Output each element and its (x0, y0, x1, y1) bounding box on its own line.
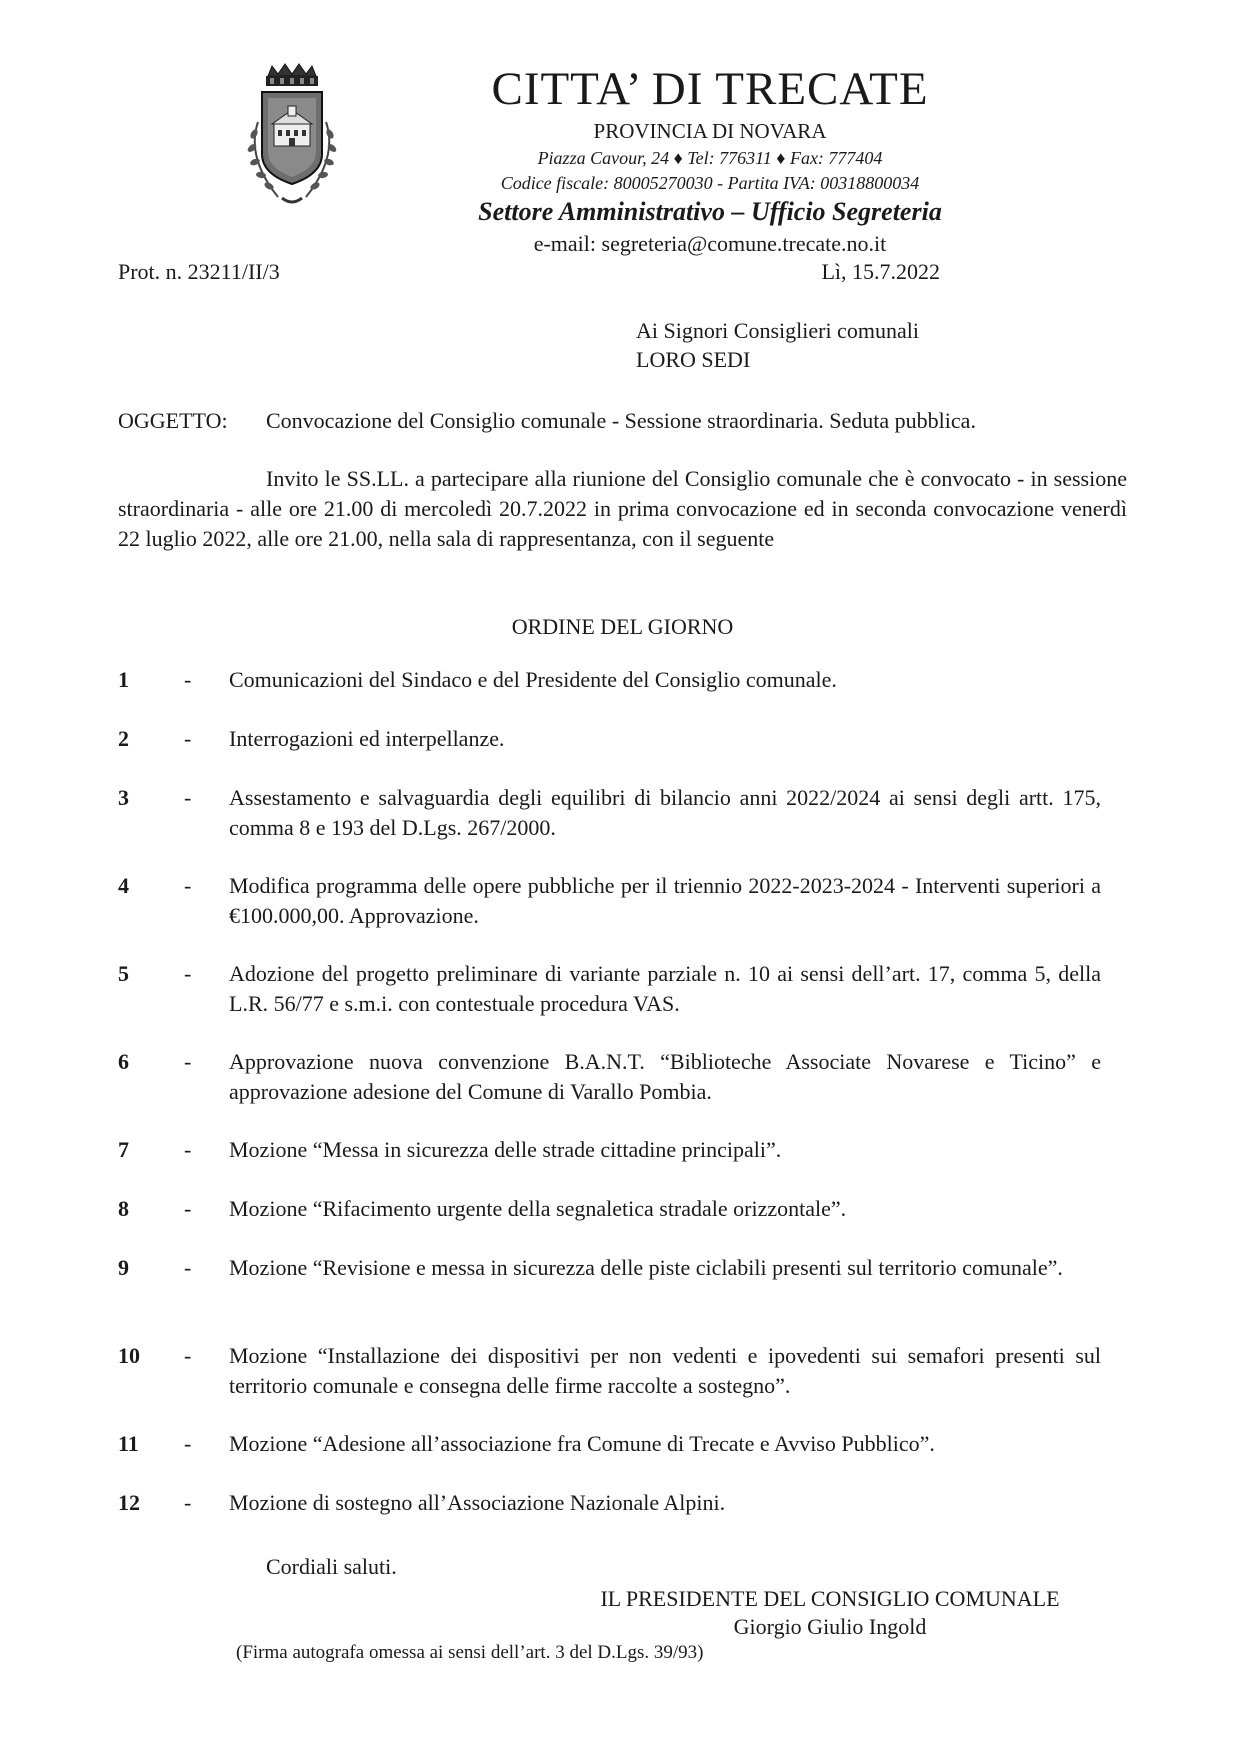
signatory-title: IL PRESIDENTE DEL CONSIGLIO COMUNALE (600, 1586, 1060, 1611)
agenda-item-number: 12 (118, 1490, 140, 1515)
agenda-item-number: 2 (118, 726, 129, 751)
address-line: Piazza Cavour, 24 ♦ Tel: 776311 ♦ Fax: 777404 (537, 148, 883, 168)
agenda-item-number: 11 (118, 1431, 139, 1456)
agenda-item-text: Approvazione nuova convenzione B.A.N.T. “Biblioteche Associate Novarese e Ticino” e approvazione adesione del Comune di Varallo Pombia. (229, 1049, 1101, 1104)
subject-label: OGGETTO: (118, 408, 228, 433)
office-line: Settore Amministrativo – Ufficio Segreteria (478, 197, 942, 226)
email-line: e-mail: segreteria@comune.trecate.no.it (533, 231, 887, 256)
agenda-item-text: Mozione “Adesione all’associazione fra Comune di Trecate e Avviso Pubblico”. (229, 1431, 935, 1456)
protocol-number: Prot. n. 23211/II/3 (118, 259, 280, 284)
agenda-item-text: Adozione del progetto preliminare di variante parziale n. 10 ai sensi dell’art. 17, comma 5, della L.R. 56/77 e s.m.i. con contestuale procedura VAS. (229, 961, 1101, 1016)
agenda-item-dash: - (184, 1255, 192, 1280)
province-line: PROVINCIA DI NOVARA (593, 119, 827, 143)
city-title: CITTA’ DI TRECATE (491, 63, 929, 115)
agenda-item-dash: - (184, 785, 192, 810)
agenda-item-dash: - (184, 1343, 192, 1368)
subject-text: Convocazione del Consiglio comunale - Sessione straordinaria. Seduta pubblica. (266, 408, 976, 433)
agenda-item-dash: - (184, 1490, 192, 1515)
agenda-item-number: 4 (118, 873, 129, 898)
agenda-item-number: 7 (118, 1137, 129, 1162)
agenda-item-dash: - (184, 873, 192, 898)
body-paragraph: Invito le SS.LL. a partecipare alla riunione del Consiglio comunale che è convocato - in sessione straordinaria - alle ore 21.00 di mercoledì 20.7.2022 in prima convocazione ed in seconda convocazione venerdì 22 luglio 2022, alle ore 21.00, nella sala di rappresentanza, con il seguente (118, 466, 1127, 551)
agenda-item-text: Assestamento e salvaguardia degli equilibri di bilancio anni 2022/2024 ai sensi degli artt. 175, comma 8 e 193 del D.Lgs. 267/2000. (229, 785, 1101, 840)
agenda-item-text: Mozione “Revisione e messa in sicurezza delle piste ciclabili presenti sul territorio comunale”. (229, 1255, 1063, 1280)
agenda-item-text: Comunicazioni del Sindaco e del Presidente del Consiglio comunale. (229, 667, 837, 692)
agenda-item-dash: - (184, 667, 192, 692)
agenda-item-text: Interrogazioni ed interpellanze. (229, 726, 505, 751)
agenda-item-dash: - (184, 1196, 192, 1221)
agenda-item-number: 3 (118, 785, 129, 810)
agenda-item-number: 9 (118, 1255, 129, 1280)
agenda-item-dash: - (184, 961, 192, 986)
coat-of-arms-icon (238, 62, 346, 212)
agenda-item-text: Modifica programma delle opere pubbliche per il triennio 2022-2023-2024 - Interventi superiori a €100.000,00. Approvazione. (229, 873, 1101, 928)
signatory-name: Giorgio Giulio Ingold (733, 1614, 927, 1639)
agenda-item-number: 1 (118, 667, 129, 692)
agenda-item-text: Mozione di sostegno all’Associazione Nazionale Alpini. (229, 1490, 726, 1515)
closing-greeting: Cordiali saluti. (266, 1554, 397, 1579)
recipients-line-2: LORO SEDI (636, 347, 751, 372)
agenda-item-text: Mozione “Rifacimento urgente della segnaletica stradale orizzontale”. (229, 1196, 847, 1221)
agenda-item-dash: - (184, 1049, 192, 1074)
fiscal-code-line: Codice fiscale: 80005270030 - Partita IVA: 00318800034 (500, 173, 920, 193)
document-date: Lì, 15.7.2022 (821, 259, 940, 284)
agenda-item-dash: - (184, 726, 192, 751)
agenda-item-number: 5 (118, 961, 129, 986)
agenda-item-dash: - (184, 1137, 192, 1162)
agenda-item-number: 8 (118, 1196, 129, 1221)
agenda-item-text: Mozione “Installazione dei dispositivi per non vedenti e ipovedenti sui semafori presenti sul territorio comunale e consegna delle firme raccolte a sostegno”. (229, 1343, 1101, 1398)
agenda-title: ORDINE DEL GIORNO (511, 614, 734, 639)
agenda-item-number: 10 (118, 1343, 140, 1368)
agenda-item-text: Mozione “Messa in sicurezza delle strade cittadine principali”. (229, 1137, 782, 1162)
agenda-item-dash: - (184, 1431, 192, 1456)
recipients-line-1: Ai Signori Consiglieri comunali (636, 318, 919, 343)
agenda-item-number: 6 (118, 1049, 129, 1074)
signature-note: (Firma autografa omessa ai sensi dell’art. 3 del D.Lgs. 39/93) (236, 1642, 704, 1663)
